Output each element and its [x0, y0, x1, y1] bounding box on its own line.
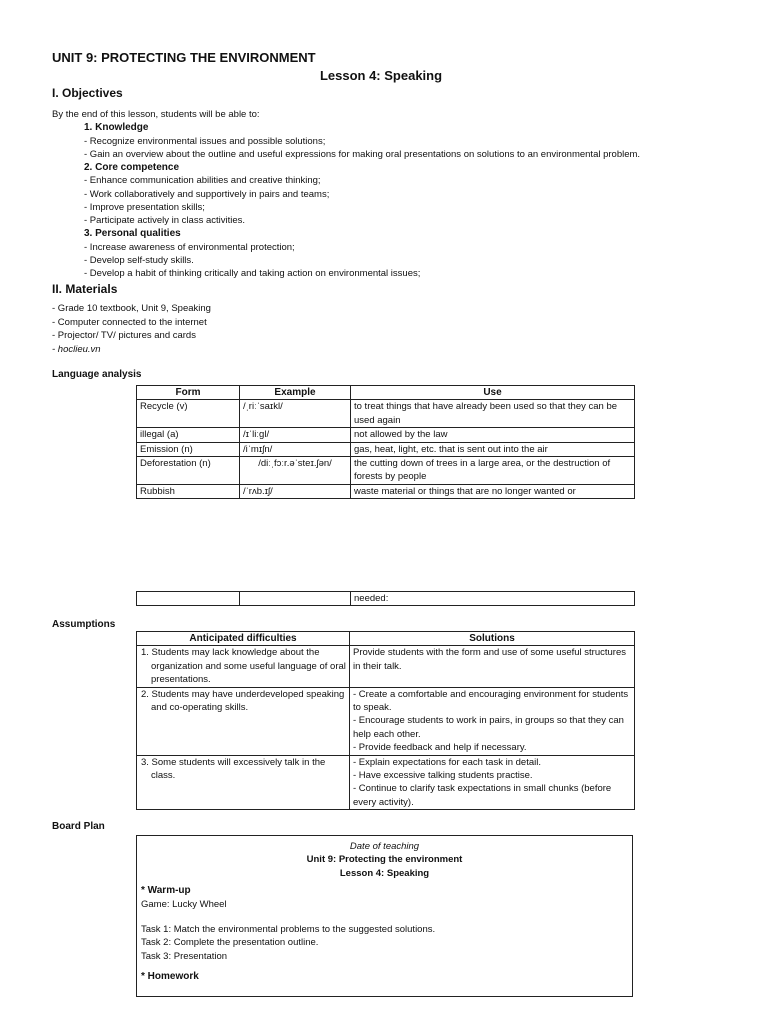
materials-item: - Grade 10 textbook, Unit 9, Speaking — [52, 303, 211, 314]
solution-cell — [350, 687, 635, 755]
table-header-row — [137, 632, 635, 646]
personal-item: - Increase awareness of environmental protection; — [84, 242, 295, 253]
personal-item: - Develop self-study skills. — [84, 255, 194, 266]
form-cell: illegal (a) — [137, 428, 240, 442]
table-row — [137, 457, 635, 485]
knowledge-title: 1. Knowledge — [84, 122, 149, 133]
difficulty-cell: 1. Students may lack knowledge about the organization and some useful language of oral presentations. — [137, 646, 350, 687]
solution-cell — [350, 646, 635, 687]
solution-line: - Provide feedback and help if necessary. — [353, 742, 527, 754]
use-cell: waste material or things that are no longer wanted or — [351, 484, 635, 498]
use-cell: needed: — [351, 592, 635, 606]
materials-heading: II. Materials — [52, 282, 118, 296]
warmup-game: Game: Lucky Wheel — [141, 898, 227, 910]
solution-line: - Continue to clarify task expectations in small chunks (before every activity). — [353, 783, 612, 808]
materials-item: - Projector/ TV/ pictures and cards — [52, 330, 196, 341]
column-header: Use — [351, 386, 635, 400]
table-row — [137, 484, 635, 498]
column-header: Example — [240, 386, 351, 400]
language-analysis-table — [136, 385, 635, 499]
board-task: Task 1: Match the environmental problems to the suggested solutions. — [141, 924, 436, 936]
use-cell: the cutting down of trees in a large area, or the destruction of forests by people — [351, 457, 635, 485]
solution-line: - Have excessive talking students practise. — [353, 770, 533, 782]
core-item: - Participate actively in class activities. — [84, 215, 246, 226]
solution-cell — [350, 755, 635, 810]
difficulty-cell: 3. Some students will excessively talk in the class. — [137, 755, 350, 810]
use-cell: not allowed by the law — [351, 428, 635, 442]
unit-title: UNIT 9: PROTECTING THE ENVIRONMENT — [52, 50, 316, 65]
materials-item: - Computer connected to the internet — [52, 317, 207, 328]
table-row — [137, 428, 635, 442]
core-item: - Enhance communication abilities and creative thinking; — [84, 175, 321, 186]
board-unit-title: Unit 9: Protecting the environment — [306, 854, 463, 866]
warmup-title: * Warm-up — [141, 885, 191, 897]
homework-title: * Homework — [141, 971, 199, 983]
language-analysis-label: Language analysis — [52, 369, 142, 380]
form-cell: Rubbish — [137, 484, 240, 498]
lesson-title: Lesson 4: Speaking — [319, 68, 443, 83]
example-cell: /diːˌfɔːr.əˈsteɪ.ʃən/ — [240, 457, 351, 485]
example-cell: /ɪˈliːɡl/ — [240, 428, 351, 442]
solution-line: - Encourage students to work in pairs, in groups so that they can help each other. — [353, 715, 624, 740]
date-of-teaching: Date of teaching — [349, 841, 420, 852]
column-header: Anticipated difficulties — [137, 632, 350, 646]
use-cell: to treat things that have already been used so that they can be used again — [351, 400, 635, 428]
board-plan-box — [136, 835, 633, 997]
table-row — [137, 646, 635, 687]
form-cell — [137, 592, 240, 606]
table-row — [137, 400, 635, 428]
assumptions-table — [136, 631, 635, 810]
table-row — [137, 687, 635, 755]
assumptions-label: Assumptions — [52, 619, 116, 630]
form-cell: Recycle (v) — [137, 400, 240, 428]
solution-line: Provide students with the form and use of some useful structures in their talk. — [353, 647, 626, 672]
form-cell: Emission (n) — [137, 442, 240, 456]
solution-line: - Explain expectations for each task in detail. — [353, 756, 541, 768]
column-header: Form — [137, 386, 240, 400]
column-header: Solutions — [350, 632, 635, 646]
board-task: Task 2: Complete the presentation outline. — [141, 937, 319, 949]
table-row — [137, 755, 635, 810]
use-cell: gas, heat, light, etc. that is sent out into the air — [351, 442, 635, 456]
objectives-heading: I. Objectives — [52, 86, 123, 100]
materials-item: - hoclieu.vn — [52, 344, 101, 355]
core-item: - Improve presentation skills; — [84, 202, 205, 213]
personal-item: - Develop a habit of thinking critically and taking action on environmental issues; — [84, 268, 421, 279]
table-header-row — [137, 386, 635, 400]
example-cell: /ˈrʌb.ɪʃ/ — [240, 484, 351, 498]
core-item: - Work collaboratively and supportively in pairs and teams; — [84, 189, 330, 200]
table-row — [137, 442, 635, 456]
example-cell — [240, 592, 351, 606]
language-analysis-continued — [136, 591, 635, 606]
knowledge-item: - Recognize environmental issues and possible solutions; — [84, 136, 326, 147]
example-cell: /iˈmɪʃn/ — [240, 442, 351, 456]
board-lesson-title: Lesson 4: Speaking — [339, 867, 430, 879]
core-competence-title: 2. Core competence — [84, 162, 180, 173]
difficulty-cell: 2. Students may have underdeveloped speaking and co-operating skills. — [137, 687, 350, 755]
objectives-intro: By the end of this lesson, students will be able to: — [52, 109, 260, 120]
form-cell: Deforestation (n) — [137, 457, 240, 485]
personal-qualities-title: 3. Personal qualities — [84, 228, 181, 239]
knowledge-item: - Gain an overview about the outline and useful expressions for making oral presentations on solutions to an environmental problem. — [84, 149, 641, 160]
board-plan-label: Board Plan — [52, 821, 105, 832]
solution-line: - Create a comfortable and encouraging environment for students to speak. — [353, 688, 629, 714]
table-row — [137, 592, 635, 606]
board-task: Task 3: Presentation — [141, 950, 228, 962]
example-cell: /ˌriːˈsaɪkl/ — [240, 400, 351, 428]
